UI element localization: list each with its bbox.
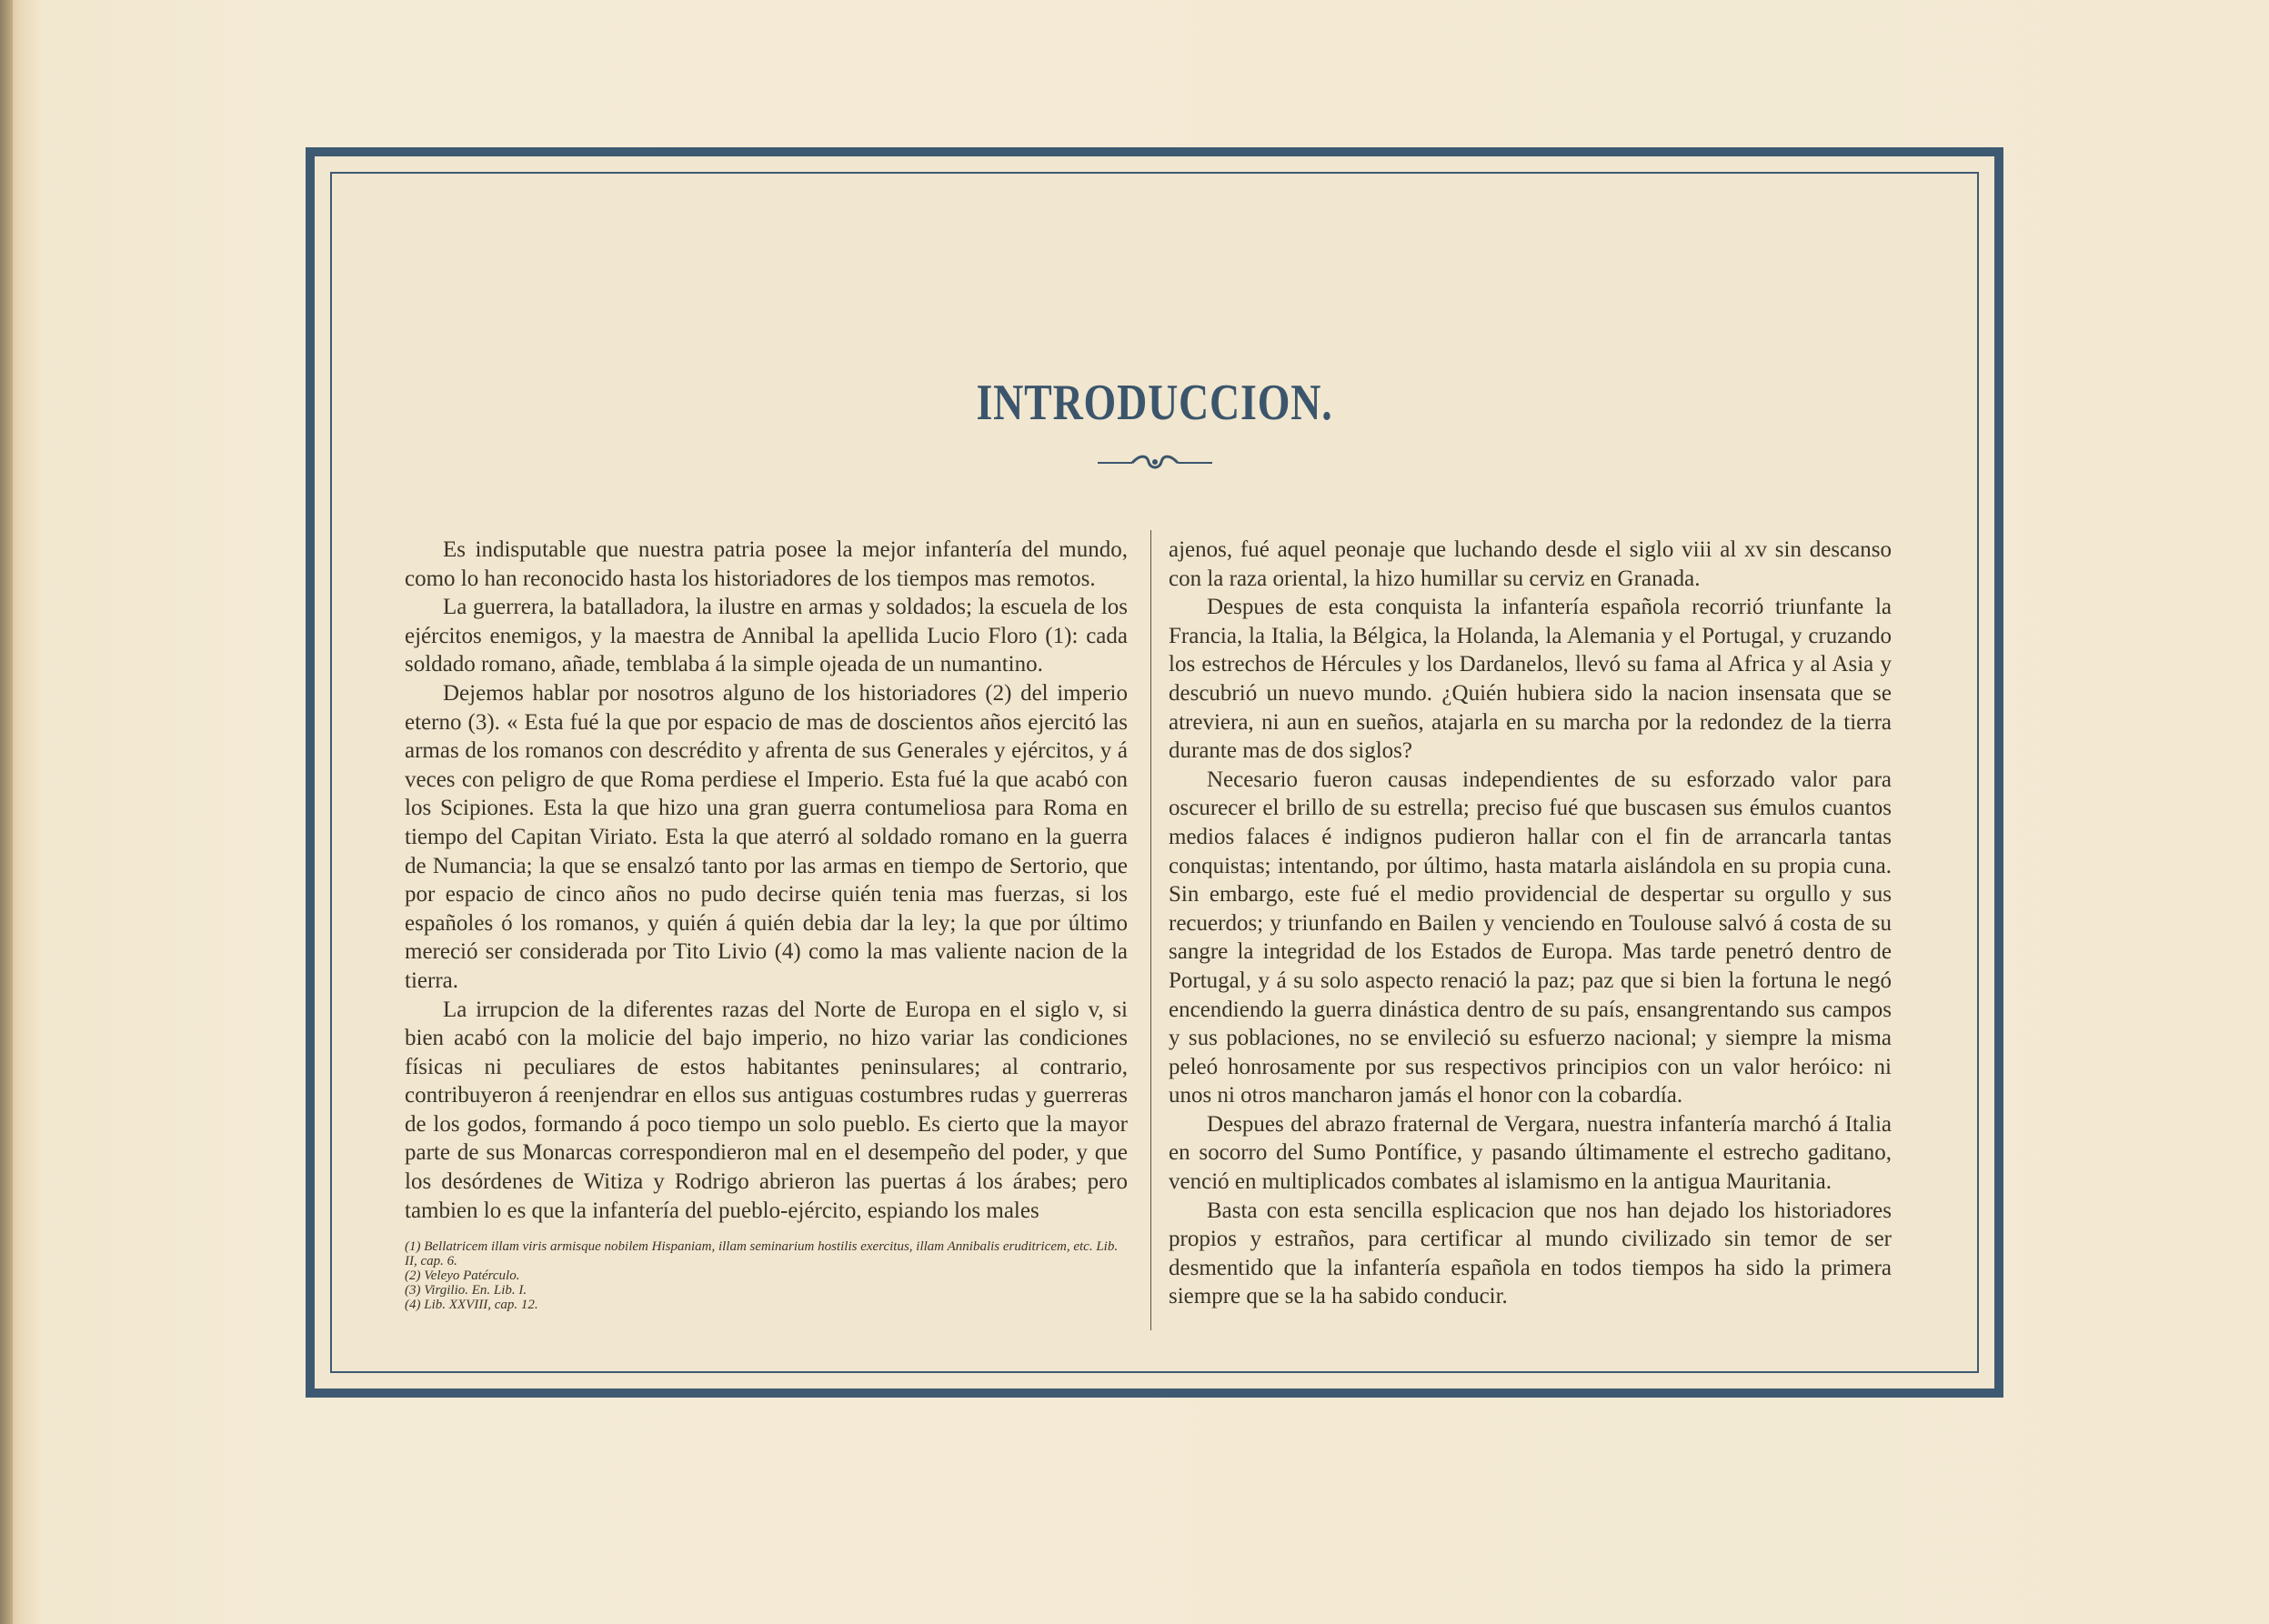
page-frame bbox=[306, 147, 2003, 1398]
footnote: (2) Veleyo Patérculo. bbox=[405, 1268, 520, 1283]
paragraph: Es indisputable que nuestra patria posee la mejor infantería del mundo, como lo han reconocido hasta los historiadores de los tiempos mas remotos. bbox=[405, 537, 1128, 591]
paragraph: Necesario fueron causas independientes de su esforzado valor para oscurecer el brillo de su estrella; preciso fué que buscasen sus émulos cuantos medios falaces é indignos pudieron hallar con el fin de arrancarla tantas conquistas; intentando, por último, hasta matarla aislándola en su propia cuna. Sin embargo, este fué el medio providencial de despertar su orgullo y sus recuerdos; y triunfando en Bailen y venciendo en Toulouse salvó á costa de su sangre la integridad de los Estados de Europa. Mas tarde penetró dentro de Portugal, y á su solo aspecto renació la paz; paz que si bien la fortuna le negó encendiendo la guerra dinástica dentro de su país, ensangrentando sus campos y sus poblaciones, no se envileció su esfuerzo nacional; y siempre la misma peleó honrosamente por sus respectivos principios con un valor heróico: ni unos ni otros mancharon jamás el honor con la cobardía. bbox=[1169, 767, 1892, 1108]
paragraph: Despues del abrazo fraternal de Vergara, nuestra infantería marchó á Italia en socorro del Sumo Pontífice, y pasando últimamente el estrecho gaditano, venció en multiplicados combates al islamismo en la antigua Mauritania. bbox=[1169, 1111, 1892, 1195]
frame-inner bbox=[315, 156, 1994, 1388]
paragraph: Dejemos hablar por nosotros alguno de los historiadores (2) del imperio eterno (3). « Esta fué la que por espacio de mas de doscientos años ejercitó las armas de los romanos con descrédito y afrenta de sus Generales y ejércitos, y á veces con peligro de que Roma perdiese el Imperio. Esta fué la que acabó con los Scipiones. Esta la que hizo una gran guerra contumeliosa para Roma en tiempo del Capitan Viriato. Esta la que aterró al soldado romano en la guerra de Numancia; la que se ensalzó tanto por las armas en tiempo de Sertorio, que por espacio de cinco años no pudo decirse quién tenia mas fuerzas, si los españoles ó los romanos, y quién á quién debia dar la ley; la que por último mereció ser considerada por Tito Livio (4) como la mas valiente nacion de la tierra. bbox=[405, 680, 1128, 993]
right-column bbox=[1169, 536, 1892, 1311]
footnote: (4) Lib. XXVIII, cap. 12. bbox=[405, 1298, 538, 1312]
page-title: INTRODUCCION. bbox=[976, 375, 1333, 431]
paragraph: Basta con esta sencilla esplicacion que nos han dejado los historiadores propios y estraños, para certificar al mundo civilizado sin temor de ser desmentido que la infantería española en todos tiempos ha sido la primera siempre que se la ha sabido conducir. bbox=[1169, 1198, 1892, 1309]
left-column bbox=[405, 536, 1128, 1225]
paragraph: Despues de esta conquista la infantería española recorrió triunfante la Francia, la Italia, la Bélgica, la Holanda, la Alemania y el Portugal, y cruzando los estrechos de Hércules y los Dardanelos, llevó su fama al Africa y al Asia y descubrió un nuevo mundo. ¿Quién hubiera sido la nacion insensata que se atreviera, ni aun en sueños, atajarla en su marcha por la redondez de la tierra durante mas de dos siglos? bbox=[1169, 595, 1892, 764]
footnote: (1) Bellatricem illam viris armisque nobilem Hispaniam, illam seminarium hostilis exercitus, illam Annibalis eruditricem, etc. Lib. II, cap. 6. bbox=[405, 1239, 1119, 1268]
paragraph: La guerrera, la batalladora, la ilustre en armas y soldados; la escuela de los ejércitos enemigos, y la maestra de Annibal la apellida Lucio Floro (1): cada soldado romano, añade, temblaba á la simple ojeada de un numantino. bbox=[405, 595, 1128, 677]
paragraph: La irrupcion de la diferentes razas del Norte de Europa en el siglo v, si bien acabó con la molicie del bajo imperio, no hizo variar las condiciones físicas ni peculiares de estos habitantes peninsulares; al contrario, contribuyeron á reenjendrar en ellos sus antiguas costumbres rudas y guerreras de los godos, formando á poco tiempo un solo pueblo. Es cierto que la mayor parte de sus Monarcas correspondieron mal en el desempeño del poder, y que los desórdenes de Witiza y Rodrigo abrieron las puertas á los árabes; pero tambien lo es que la infantería del pueblo-ejército, espiando los males bbox=[405, 997, 1128, 1223]
footnotes bbox=[405, 1239, 1132, 1312]
footnote: (3) Virgilio. En. Lib. I. bbox=[405, 1283, 527, 1298]
page-edge bbox=[0, 0, 13, 1624]
frame-rule bbox=[330, 172, 1979, 1373]
paragraph: ajenos, fué aquel peonaje que luchando desde el siglo viii al xv sin descanso con la raza oriental, la hizo humillar su cerviz en Granada. bbox=[1169, 537, 1892, 591]
column-divider bbox=[1150, 530, 1151, 1330]
flourish-icon bbox=[1096, 453, 1214, 473]
